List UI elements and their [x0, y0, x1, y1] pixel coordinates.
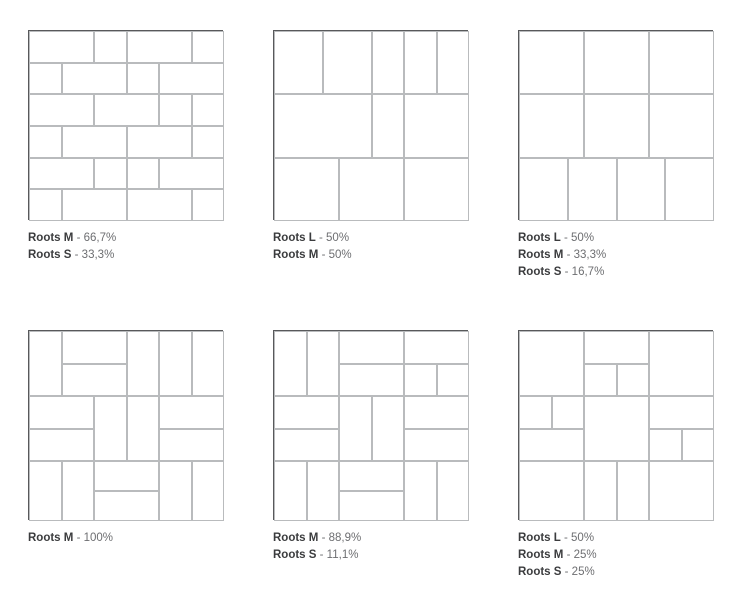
- tile: [274, 396, 339, 429]
- tile: [192, 94, 225, 126]
- legend-row: [518, 230, 748, 247]
- tile: [584, 331, 649, 364]
- tile: [192, 461, 225, 521]
- tile: [649, 396, 714, 429]
- legend-row: [518, 547, 748, 564]
- tile: [62, 331, 127, 364]
- tile: [404, 429, 469, 462]
- tile-layout-frame: [518, 330, 713, 520]
- tile: [29, 63, 62, 95]
- tile: [94, 94, 159, 126]
- tile: [617, 364, 650, 397]
- tile: [649, 331, 714, 396]
- tile: [649, 31, 714, 94]
- tile: [584, 94, 649, 157]
- tile: [437, 31, 470, 94]
- legend-item-name: Roots S: [518, 266, 562, 278]
- tile: [159, 461, 192, 521]
- legend-row: [28, 247, 258, 264]
- legend-row: [28, 230, 258, 247]
- tile: [159, 158, 224, 190]
- tile: [519, 461, 584, 521]
- tile: [617, 158, 666, 221]
- tile: [437, 461, 470, 521]
- tile: [649, 429, 682, 462]
- tile: [323, 31, 372, 94]
- tile: [62, 189, 127, 221]
- tile: [94, 396, 127, 461]
- legend-row: [518, 530, 748, 547]
- tile: [274, 331, 307, 396]
- tile: [339, 461, 404, 491]
- tile: [29, 331, 62, 396]
- tile: [404, 158, 469, 221]
- tile: [274, 31, 323, 94]
- legend-row: [28, 530, 258, 547]
- legend-item-name: Roots L: [273, 232, 316, 244]
- panel-legend: [273, 230, 503, 264]
- tile: [649, 461, 714, 521]
- legend-item-value: - 33,3%: [74, 249, 115, 261]
- panel-legend: [518, 530, 748, 581]
- tile: [127, 63, 160, 95]
- legend-item-value: - 25%: [566, 549, 597, 561]
- legend-item-value: - 88,9%: [321, 532, 362, 544]
- tile: [127, 126, 192, 158]
- tile: [159, 331, 192, 396]
- tile: [127, 331, 160, 396]
- legend-row: [518, 247, 748, 264]
- tile: [584, 461, 617, 521]
- legend-item-name: Roots S: [28, 249, 72, 261]
- tile: [339, 158, 404, 221]
- tile: [665, 158, 714, 221]
- tile: [519, 31, 584, 94]
- tile: [584, 364, 617, 397]
- tile: [584, 31, 649, 94]
- tile: [159, 94, 192, 126]
- tile: [339, 364, 404, 397]
- tile: [192, 126, 225, 158]
- legend-row: [273, 247, 503, 264]
- legend-item-name: Roots M: [273, 249, 319, 261]
- tile: [159, 396, 224, 429]
- tile: [307, 331, 340, 396]
- tile: [62, 364, 127, 397]
- panel-legend: [28, 230, 258, 264]
- tile: [29, 461, 62, 521]
- legend-row: [518, 564, 748, 581]
- legend-item-name: Roots L: [518, 232, 561, 244]
- panel-legend: [28, 530, 258, 547]
- tile: [339, 396, 372, 461]
- pattern-panel: [28, 30, 223, 261]
- tile: [94, 158, 127, 190]
- tile: [404, 31, 437, 94]
- tile: [682, 429, 715, 462]
- tile: [519, 396, 552, 429]
- tile: [437, 364, 470, 397]
- legend-item-value: - 100%: [76, 532, 113, 544]
- tile: [404, 364, 437, 397]
- tile: [552, 396, 585, 429]
- tile: [519, 158, 568, 221]
- tile: [372, 31, 405, 94]
- tile: [192, 189, 225, 221]
- tile-layout-frame: [273, 330, 468, 520]
- tile: [127, 31, 192, 63]
- tile: [404, 331, 469, 364]
- legend-item-value: - 25%: [564, 566, 595, 578]
- legend-item-name: Roots S: [518, 566, 562, 578]
- tile: [29, 429, 94, 462]
- tile: [307, 461, 340, 521]
- tile: [127, 396, 160, 461]
- tile: [94, 491, 159, 521]
- tile: [94, 31, 127, 63]
- tile: [649, 94, 714, 157]
- tile-layout-frame: [28, 330, 223, 520]
- tile: [404, 461, 437, 521]
- pattern-panel: [518, 330, 713, 578]
- tile: [62, 126, 127, 158]
- legend-item-value: - 33,3%: [566, 249, 607, 261]
- tile: [29, 189, 62, 221]
- tile: [159, 63, 224, 95]
- tile: [274, 461, 307, 521]
- tile: [62, 63, 127, 95]
- legend-item-value: - 11,1%: [319, 549, 359, 561]
- tile: [29, 31, 94, 63]
- legend-item-value: - 50%: [321, 249, 352, 261]
- pattern-panel: [28, 330, 223, 544]
- tile: [519, 331, 584, 396]
- tile-layout-frame: [28, 30, 223, 220]
- tile: [404, 94, 469, 157]
- tile-layout-frame: [518, 30, 713, 220]
- tile: [372, 94, 405, 157]
- pattern-panel: [273, 30, 468, 261]
- tile: [29, 94, 94, 126]
- tile: [29, 158, 94, 190]
- tile: [29, 126, 62, 158]
- legend-item-name: Roots M: [273, 532, 319, 544]
- tile: [568, 158, 617, 221]
- tile: [127, 189, 192, 221]
- tile: [274, 158, 339, 221]
- legend-row: [273, 230, 503, 247]
- legend-row: [518, 264, 748, 281]
- tile: [192, 331, 225, 396]
- legend-item-value: - 66,7%: [76, 232, 117, 244]
- legend-item-name: Roots L: [518, 532, 561, 544]
- legend-item-value: - 50%: [564, 532, 595, 544]
- tile: [62, 461, 95, 521]
- legend-row: [273, 530, 503, 547]
- tile: [94, 461, 159, 491]
- tile: [372, 396, 405, 461]
- legend-item-name: Roots M: [28, 232, 74, 244]
- tile: [617, 461, 650, 521]
- legend-row: [273, 547, 503, 564]
- legend-item-name: Roots M: [28, 532, 74, 544]
- tile: [584, 396, 649, 461]
- tile: [339, 491, 404, 521]
- legend-item-name: Roots M: [518, 549, 564, 561]
- panel-legend: [273, 530, 503, 564]
- tile: [404, 396, 469, 429]
- tile: [339, 331, 404, 364]
- tile: [274, 94, 372, 157]
- tile: [192, 31, 225, 63]
- panel-legend: [518, 230, 748, 281]
- legend-item-value: - 50%: [564, 232, 595, 244]
- legend-item-name: Roots M: [518, 249, 564, 261]
- pattern-panel: [518, 30, 713, 278]
- legend-item-value: - 50%: [319, 232, 350, 244]
- tile-layout-frame: [273, 30, 468, 220]
- tile: [159, 429, 224, 462]
- legend-item-value: - 16,7%: [564, 266, 605, 278]
- tile: [127, 158, 160, 190]
- tile: [274, 429, 339, 462]
- tile: [519, 94, 584, 157]
- tile: [519, 429, 584, 462]
- legend-item-name: Roots S: [273, 549, 317, 561]
- pattern-panel: [273, 330, 468, 561]
- tile: [29, 396, 94, 429]
